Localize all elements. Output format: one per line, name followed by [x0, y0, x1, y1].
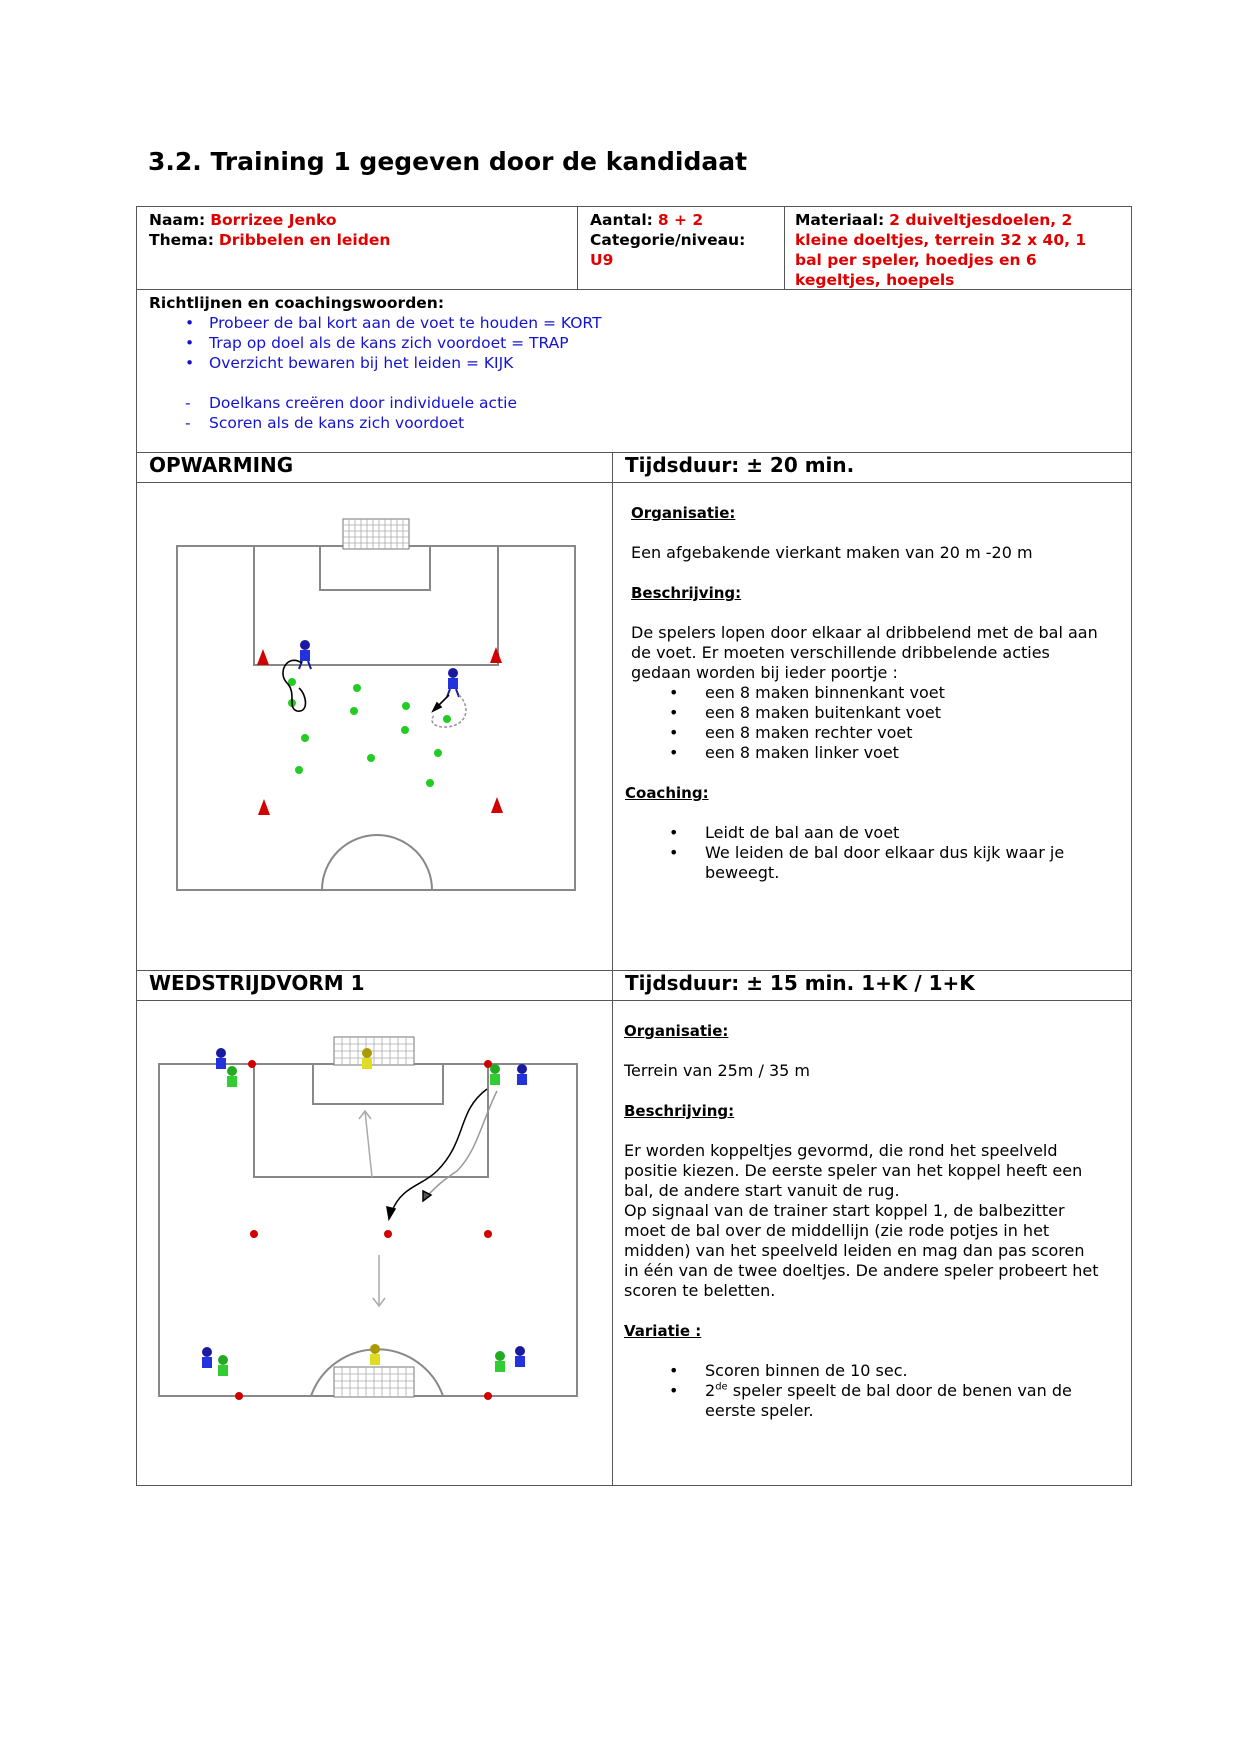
beschrijving-label: Beschrijving: — [631, 584, 742, 602]
richtlijnen-cell — [137, 290, 1131, 452]
dribble-paths — [283, 660, 466, 727]
page-title: 3.2. Training 1 gegeven door de kandidaat — [148, 147, 748, 176]
richtlijnen-row — [137, 290, 1131, 453]
opwarming-duration: Tijdsduur: ± 20 min. — [625, 453, 855, 477]
materiaal-value-1: 2 duiveltjesdoelen, 2 — [889, 211, 1073, 229]
materiaal-value-4: kegeltjes, hoepels — [795, 271, 955, 289]
beschrijving-line: positie kiezen. De eerste speler van het koppel heeft een — [624, 1161, 1083, 1180]
player-figures — [299, 640, 459, 697]
list-item — [631, 1381, 1115, 1401]
goal-net — [343, 519, 409, 549]
list-item: - Doelkans creëren door individuele actie — [137, 393, 1119, 413]
beschrijving-line: Op signaal van de trainer start koppel 1, de balbezitter — [624, 1201, 1065, 1220]
list-item: • Overzicht bewaren bij het leiden = KIJK — [137, 353, 1119, 373]
coaching-list — [631, 823, 1115, 863]
opwarming-text — [613, 483, 1131, 970]
beschrijving-line: moet de bal over de middellijn (zie rode potjes in het — [624, 1221, 1050, 1240]
list-item: • een 8 maken binnenkant voet — [631, 683, 1115, 703]
aantal-label: Aantal: — [590, 211, 653, 229]
variatie-list — [631, 1361, 1115, 1401]
list-item: • een 8 maken linker voet — [631, 743, 1115, 763]
list-item: • Trap op doel als de kans zich voordoet = TRAP — [137, 333, 1119, 353]
wedstrijdvorm-row — [137, 1001, 1131, 1485]
materiaal-label: Materiaal: — [795, 211, 885, 229]
naam-value: Borrizee Jenko — [210, 211, 337, 229]
aantal-cell — [578, 207, 785, 289]
info-row — [137, 207, 1131, 290]
goal-nets — [334, 1037, 414, 1397]
wedstrijdvorm-duration: Tijdsduur: ± 15 min. 1+K / 1+K — [625, 971, 975, 995]
beschrijving-line: De spelers lopen door elkaar al dribbelend met de bal aan — [631, 623, 1098, 642]
list-item: - Scoren als de kans zich voordoet — [137, 413, 1119, 433]
thema-label: Thema: — [149, 231, 214, 249]
wedstrijdvorm-header: WEDSTRIJDVORM 1 — [137, 971, 613, 1000]
organisatie-label: Organisatie: — [631, 504, 736, 522]
list-item: • een 8 maken buitenkant voet — [631, 703, 1115, 723]
beschrijving-line: in één van de twee doeltjes. De andere speler probeert het — [624, 1261, 1099, 1280]
variatie-2-post: speler speelt de bal door de benen van de — [727, 1381, 1072, 1400]
richtlijnen-heading: Richtlijnen en coachingswoorden: — [149, 294, 445, 312]
beschrijving-line: Er worden koppeltjes gevormd, die rond het speelveld — [624, 1141, 1058, 1160]
acties-list — [631, 683, 1115, 763]
categorie-label: Categorie/niveau: — [590, 231, 746, 249]
wedstrijdvorm-text — [613, 1001, 1131, 1485]
beschrijving-label: Beschrijving: — [624, 1102, 735, 1120]
variatie-2-pre: 2 — [705, 1381, 716, 1400]
materiaal-value-2: kleine doeltjes, terrein 32 x 40, 1 — [795, 231, 1087, 249]
variatie-2-sup: de — [715, 1381, 728, 1393]
green-discs — [288, 678, 451, 787]
thema-value: Dribbelen en leiden — [218, 231, 391, 249]
categorie-value: U9 — [590, 251, 614, 269]
naam-label: Naam: — [149, 211, 206, 229]
opwarming-diagram-cell — [137, 483, 613, 970]
richtlijnen-bullets — [137, 313, 1119, 373]
list-item: • Scoren binnen de 10 sec. — [631, 1361, 1115, 1381]
cone-markers — [257, 647, 503, 815]
variatie-cont: eerste speler. — [705, 1401, 814, 1420]
opwarming-header-row — [137, 453, 1131, 483]
organisatie-label: Organisatie: — [624, 1022, 729, 1040]
aantal-value: 8 + 2 — [657, 211, 704, 229]
wedstrijdvorm-diagram-cell — [137, 1001, 613, 1485]
beschrijving-line: de voet. Er moeten verschillende dribbelende acties — [631, 643, 1050, 662]
organisatie-text: Terrein van 25m / 35 m — [624, 1061, 810, 1080]
wedstrijdvorm-diagram — [137, 1001, 613, 1485]
materiaal-cell — [785, 207, 1131, 289]
opwarming-row — [137, 483, 1131, 971]
beschrijving-line: bal, de andere start vanuit de rug. — [624, 1181, 900, 1200]
naam-cell — [137, 207, 578, 289]
beschrijving-line: scoren te beletten. — [624, 1281, 776, 1300]
beschrijving-line: midden) van het speelveld leiden en mag dan pas scoren — [624, 1241, 1085, 1260]
opwarming-diagram — [137, 483, 613, 971]
list-item: • We leiden de bal door elkaar dus kijk waar je — [631, 843, 1115, 863]
coaching-cont: beweegt. — [705, 863, 780, 882]
red-markers — [235, 1060, 492, 1400]
beschrijving-line: gedaan worden bij ieder poortje : — [631, 663, 898, 682]
list-item: • Probeer de bal kort aan de voet te houden = KORT — [137, 313, 1119, 333]
variatie-label: Variatie : — [624, 1322, 702, 1340]
organisatie-text: Een afgebakende vierkant maken van 20 m -20 m — [631, 543, 1033, 562]
list-item: • Leidt de bal aan de voet — [631, 823, 1115, 843]
movement-arrows — [359, 1089, 497, 1306]
list-item: • een 8 maken rechter voet — [631, 723, 1115, 743]
wedstrijdvorm-header-row — [137, 971, 1131, 1001]
richtlijnen-dashes — [137, 393, 1119, 433]
coaching-label: Coaching: — [625, 784, 709, 802]
opwarming-header: OPWARMING — [137, 453, 613, 482]
materiaal-value-3: bal per speler, hoedjes en 6 — [795, 251, 1037, 269]
training-table — [136, 206, 1132, 1486]
